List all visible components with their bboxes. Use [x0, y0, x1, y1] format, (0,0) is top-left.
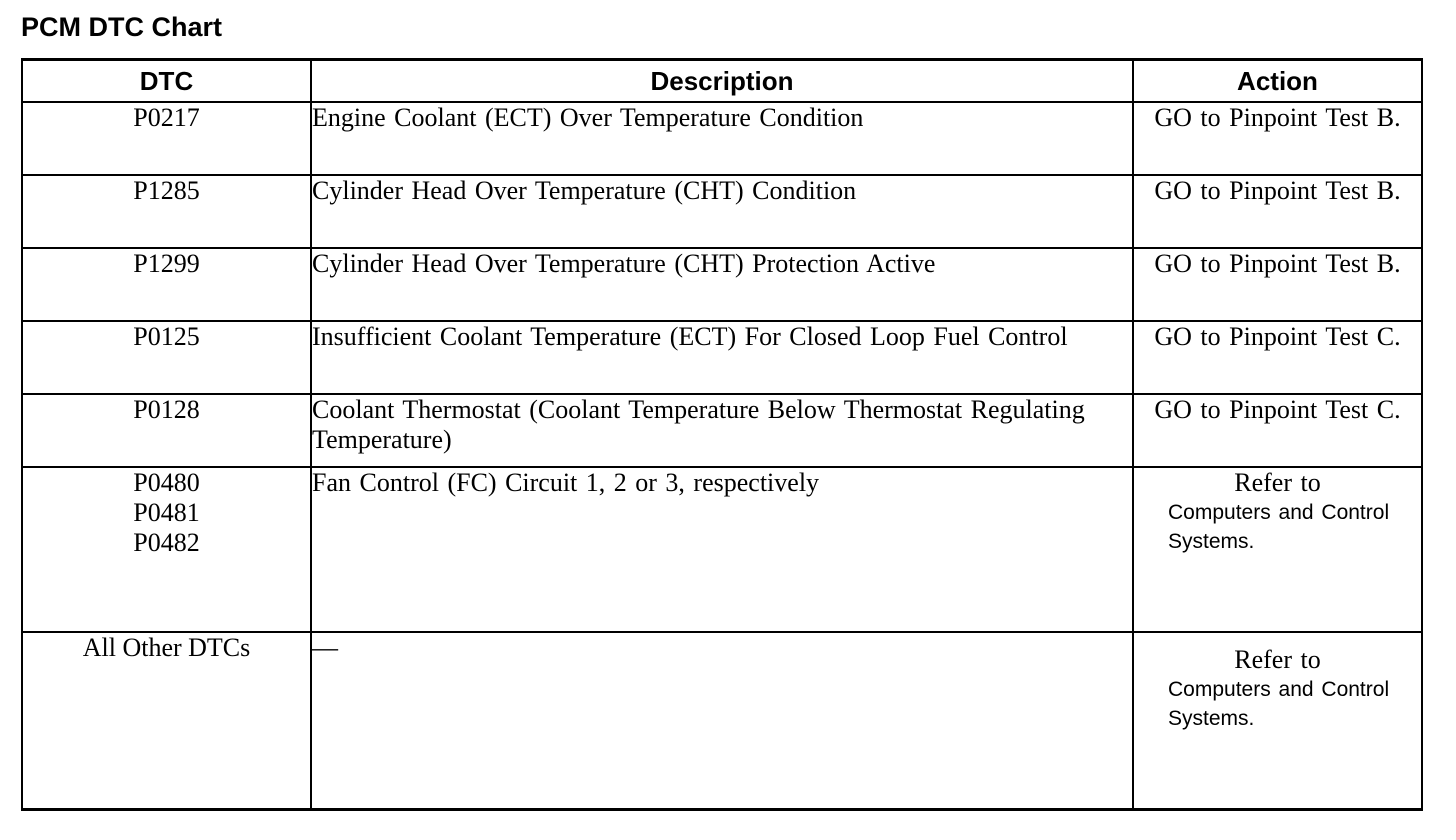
table-row	[22, 321, 1422, 394]
dtc-code: P1299	[133, 249, 200, 278]
dtc-table	[21, 58, 1423, 811]
dtc-code: P1285	[133, 176, 200, 205]
action-reference-link[interactable]: Computers and Control Systems.	[1168, 501, 1390, 553]
dtc-code: P0482	[133, 528, 200, 557]
dtc-code: P0480	[133, 468, 200, 497]
dtc-code-cell	[22, 394, 311, 467]
description-cell: Coolant Thermostat (Coolant Temperature Below Thermostat Regulating Temperature)	[311, 394, 1133, 467]
page-title: PCM DTC Chart	[21, 12, 222, 42]
table-row	[22, 175, 1422, 248]
column-header-dtc: DTC	[22, 60, 311, 103]
action-cell: GO to Pinpoint Test B.	[1133, 102, 1422, 175]
dtc-code: P0125	[133, 322, 200, 351]
column-header-action: Action	[1133, 60, 1422, 103]
dtc-code: P0128	[133, 395, 200, 424]
dtc-code: All Other DTCs	[82, 633, 251, 662]
column-header-description: Description	[311, 60, 1133, 103]
action-cell	[1133, 632, 1422, 810]
dtc-code-cell	[22, 175, 311, 248]
action-refer-text: Refer to	[1234, 645, 1321, 674]
dtc-code-cell	[22, 248, 311, 321]
description-cell: —	[311, 632, 1133, 810]
description-cell: Insufficient Coolant Temperature (ECT) For Closed Loop Fuel Control	[311, 321, 1133, 394]
description-cell: Cylinder Head Over Temperature (CHT) Protection Active	[311, 248, 1133, 321]
dtc-code-cell	[22, 102, 311, 175]
dtc-code: P0217	[133, 103, 200, 132]
table-row	[22, 248, 1422, 321]
table-row	[22, 632, 1422, 810]
dtc-code: P0481	[133, 498, 200, 527]
action-reference-link[interactable]: Computers and Control Systems.	[1168, 678, 1390, 730]
description-cell: Fan Control (FC) Circuit 1, 2 or 3, respectively	[311, 467, 1133, 632]
action-cell: GO to Pinpoint Test B.	[1133, 175, 1422, 248]
dtc-code-cell	[22, 321, 311, 394]
action-cell: GO to Pinpoint Test B.	[1133, 248, 1422, 321]
dtc-code-cell	[22, 467, 311, 632]
description-cell: Engine Coolant (ECT) Over Temperature Condition	[311, 102, 1133, 175]
table-header-row	[22, 60, 1422, 103]
action-refer-text: Refer to	[1234, 468, 1321, 497]
table-row	[22, 394, 1422, 467]
action-cell: GO to Pinpoint Test C.	[1133, 321, 1422, 394]
dtc-code-cell	[22, 632, 311, 810]
action-cell: GO to Pinpoint Test C.	[1133, 394, 1422, 467]
table-row	[22, 467, 1422, 632]
action-cell	[1133, 467, 1422, 632]
table-row	[22, 102, 1422, 175]
description-cell: Cylinder Head Over Temperature (CHT) Condition	[311, 175, 1133, 248]
